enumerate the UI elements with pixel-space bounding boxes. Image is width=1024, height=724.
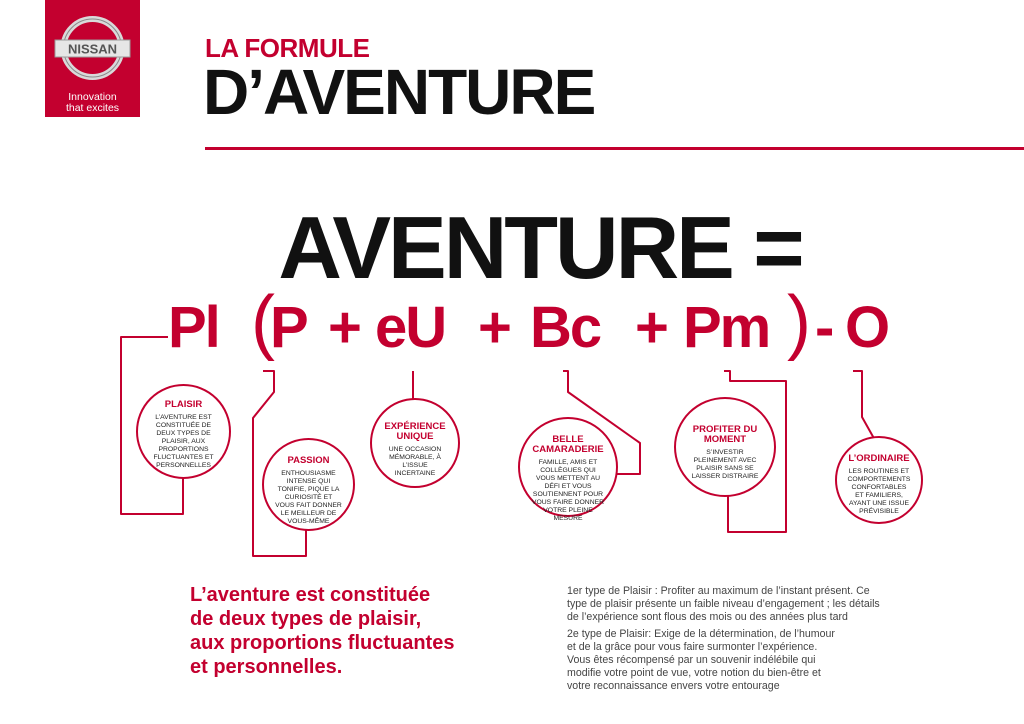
bubble-title: L’ORDINAIRE [848,453,910,464]
equation-lhs: AVENTURE = [278,198,802,297]
bubble-belle-camaraderie [518,417,618,522]
note-line: 2e type de Plaisir: Exige de la détermination, de l’humour [567,628,835,640]
lead-line: de deux types de plaisir, [190,608,422,630]
bubble-title: PLAISIR [164,399,203,410]
formula-open-paren: ( [251,282,273,362]
note-line: 1er type de Plaisir : Profiter au maximum de l’instant présent. Ce [567,585,870,597]
logo-tagline-1: Innovation [68,91,117,103]
formula-term-o: O [845,295,889,360]
bubble-description: UNE OCCASION MÉMORABLE, À L’ISSUE INCERTAINE [388,446,442,477]
page-title: D’AVENTURE [203,56,595,128]
formula-plus-1: + [328,295,360,360]
note-plaisir-type-1 [567,585,967,624]
bubble-ordinaire [835,436,923,524]
formula-term-pm: Pm [683,295,770,360]
note-plaisir-type-2 [567,628,967,693]
page-kicker: LA FORMULE [205,33,370,63]
lead-statement [190,583,550,679]
note-line: modifie votre point de vue, votre notion du bien-être et [567,667,821,679]
formula-plus-3: + [635,295,667,360]
bubble-description: LES ROUTINES ET COMPORTEMENTS CONFORTABLES ET FAMILIERS, AYANT UNE ISSUE PRÉVISIBLE [847,468,911,515]
logo-wordmark: NISSAN [67,41,118,57]
formula-term-bc: Bc [530,295,601,360]
connector-ordinaire [853,371,876,442]
bubble-description: L’AVENTURE EST CONSTITUÉE DE DEUX TYPES DE PLAISIR, AUX PROPORTIONS FLUCTUANTES ET PERSONNELLES [153,414,214,469]
note-line: de l’expérience sont flous des mois ou des années plus tard [567,611,848,623]
bubble-title: BELLE CAMARADERIE [532,434,604,455]
formula-minus: - [815,295,833,360]
formula-plus-2: + [478,295,510,360]
note-line: votre reconnaissance envers votre entourage [567,680,780,692]
logo-tagline-2: that excites [65,102,120,114]
lead-line: aux proportions fluctuantes [190,632,455,654]
bubble-description: FAMILLE, AMIS ET COLLÈGUES QUI VOUS METTENT AU DÉFI ET VOUS SOUTIENNENT POUR VOUS FAIRE DONNER VOTRE PLEINE MESURE [531,459,605,522]
formula-term-p: P [270,295,307,360]
bubble-plaisir [136,384,231,479]
bubble-description: S’INVESTIR PLEINEMENT AVEC PLAISIR SANS SE LAISSER DISTRAIRE [691,449,759,480]
lead-line: et personnelles. [190,656,343,678]
bubble-profiter-du-moment [674,397,776,497]
formula-term-eu: eU [375,295,446,360]
formula-close-paren: ) [787,282,809,362]
bubble-passion [262,438,355,531]
note-line: type de plaisir présente un faible niveau d’engagement ; les détails [567,598,880,610]
lead-line: L’aventure est constituée [190,584,431,606]
bubble-title: PASSION [287,455,330,466]
bubble-title: PROFITER DU MOMENT [692,424,758,445]
bubble-title: EXPÉRIENCE UNIQUE [384,421,446,442]
note-line: Vous êtes récompensé par un souvenir indélébile qui [567,654,816,666]
bubble-experience-unique [370,398,460,488]
formula-term-pl: Pl [168,295,219,360]
bubble-description: ENTHOUSIASME INTENSE QUI TONIFIE, PIQUE LA CURIOSITÉ ET VOUS FAIT DONNER LE MEILLEUR DE VOUS-MÊME [275,470,342,525]
note-line: et de la grâce pour vous faire surmonter l’expérience. [567,641,818,653]
